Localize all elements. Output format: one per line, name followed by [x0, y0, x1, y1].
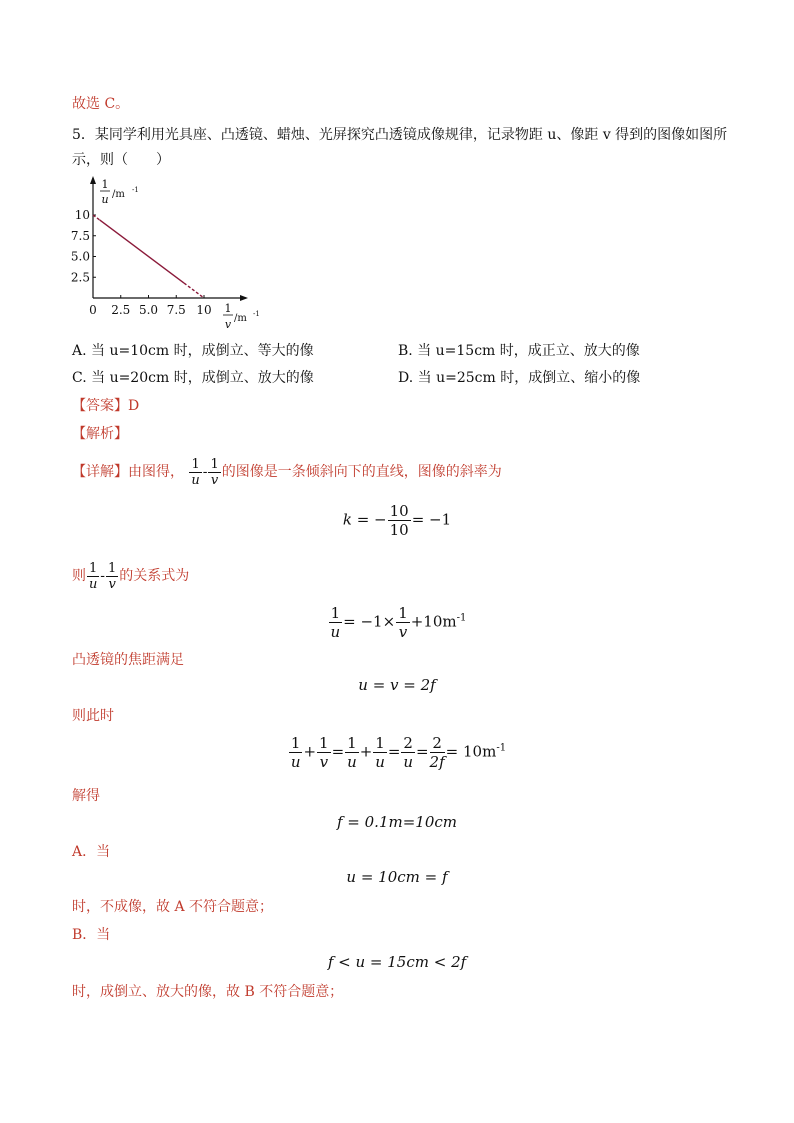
detail-line: 【详解】由图得， $\frac{1}{u}$ - $\frac{1}{v}$ 的图像是一条倾斜向下的直线，图像的斜率为	[72, 456, 502, 488]
answer-label: 【答案】	[72, 398, 128, 414]
y-axis-arrow	[90, 176, 96, 184]
previous-answer-end: 故选 C。	[72, 96, 130, 112]
x-tick-label: 2.5	[111, 303, 131, 317]
equation-slope: k = − $\frac{10}{10}$ = −1	[342, 502, 452, 539]
option-c: C. 当 u=20cm 时，成倒立、放大的像	[72, 370, 314, 386]
equation-b: f < u = 15cm < 2f	[327, 953, 467, 971]
y-label-numerator: 1	[101, 178, 109, 191]
then-text: 则此时	[72, 708, 114, 724]
x-label-numerator: 1	[224, 302, 232, 315]
option-d: D. 当 u=25cm 时，成倒立、缩小的像	[398, 370, 641, 386]
x-label-denominator: v	[224, 318, 232, 331]
x-label-exponent: -1	[253, 310, 260, 318]
origin-label: 0	[89, 303, 97, 317]
analysis-label: 【解析】	[72, 426, 128, 442]
graph-1u-vs-1v	[66, 172, 266, 334]
detail-label: 【详解】	[72, 464, 128, 480]
x-tick-label: 10	[196, 303, 212, 317]
y-tick-label: 5.0	[70, 249, 90, 264]
x-axis-arrow	[240, 295, 248, 301]
x-tick-label: 7.5	[166, 303, 186, 317]
question-line-1: 5．某同学利用光具座、凸透镜、蜡烛、光屏探究凸透镜成像规律，记录物距 u、像距 v 得到的图像如图所	[72, 127, 728, 143]
focal-text: 凸透镜的焦距满足	[72, 652, 184, 668]
equation-sum: $\frac{1}{u}$ + $\frac{1}{v}$ = $\frac{1}{u}$ + $\frac{1}{u}$ = $\frac{2}{u}$ = $\frac{2}{2f}$ = $10m^{-1}$	[290, 734, 507, 771]
option-a-result: 时，不成像，故 A 不符合题意；	[72, 899, 274, 915]
data-line-solid	[100, 220, 184, 283]
option-b-when: B．当	[72, 927, 111, 943]
x-tick-label: 5.0	[138, 303, 159, 317]
y-tick-label: 2.5	[70, 270, 90, 285]
option-b: B. 当 u=15cm 时，成正立、放大的像	[398, 343, 640, 359]
y-label-exponent: -1	[132, 186, 139, 194]
y-label-denominator: u	[101, 193, 109, 206]
equation-focal: u = v = 2f	[358, 676, 436, 694]
y-label-unit: /m	[112, 189, 125, 200]
y-tick-label: 7.5	[70, 228, 90, 243]
option-b-result: 时，成倒立、放大的像，故 B 不符合题意；	[72, 984, 344, 1000]
solve-text: 解得	[72, 788, 100, 804]
option-a: A. 当 u=10cm 时，成倒立、等大的像	[72, 343, 314, 359]
answer-line	[72, 396, 139, 416]
equation-relation: $\frac{1}{u}$ = −1× $\frac{1}{v}$ $+10m^{-1}$	[330, 604, 467, 641]
answer-value: D	[128, 398, 140, 414]
x-label-unit: /m	[234, 313, 247, 324]
option-a-when: A．当	[72, 844, 111, 860]
data-line-start-dashed	[93, 215, 100, 220]
y-tick-label: 10	[74, 208, 90, 222]
equation-f: f = 0.1m=10cm	[336, 813, 457, 831]
data-line-end-dashed	[184, 283, 204, 298]
question-line-2: 示，则（ ）	[72, 152, 170, 168]
relation-line: 则 $\frac{1}{u}$ - $\frac{1}{v}$ 的关系式为	[72, 560, 190, 592]
equation-a: u = 10cm = f	[346, 868, 448, 886]
